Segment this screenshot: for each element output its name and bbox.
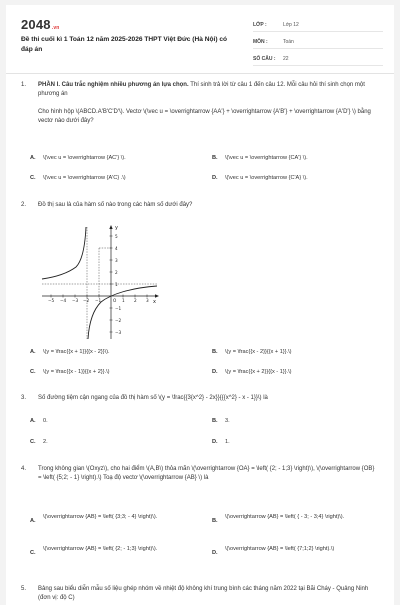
option-text: \(\vec u = \overrightarrow {CA'} \). [225,155,308,161]
option-letter: C. [30,550,36,556]
x-tick-label: −1 [95,298,102,303]
x-axis-arrow [155,294,159,297]
option-text: \(\overrightarrow {AB} = \left( { - 3; - 3;4} \right)\). [225,514,345,520]
meta-row-class [253,19,383,32]
y-axis-arrow [109,225,112,229]
logo-text: 2048 [21,17,51,32]
question-stem: Trong không gian \(Oxyz\), cho hai điểm \(A,B\) thỏa mãn \(\overrightarrow {OA} = \left( {2; - 1;3} \right)\), \(\overrightarrow {OB} = \left( {5;2; - 1} \right).\) Toạ độ vectơ \(\overrightarrow {AB} \) là [38,466,375,481]
meta-value: 22 [283,56,289,62]
x-tick-label: −4 [60,298,67,303]
meta-row-count [253,53,383,66]
option-letter: A. [30,155,36,161]
option-text: 1. [225,439,230,445]
x-tick-label: −2 [83,298,90,303]
y-tick-label: 1 [115,282,118,287]
exam-title: Đề thi cuối kì 1 Toán 12 năm 2025-2026 THPT Việt Đức (Hà Nội) có đáp án [21,36,228,53]
page-header [6,5,394,74]
option-letter: C. [30,175,36,181]
option-text: 2. [43,439,48,445]
option-letter: B. [212,349,218,355]
option-text: \(\vec u = \overrightarrow {AC'} \). [43,155,126,161]
question-stem: Đồ thị sau là của hàm số nào trong các hàm số dưới đây? [38,202,193,208]
option-text: \(y = \frac{{x + 2}}{{x - 1}}.\) [225,369,292,375]
question-number: 5. [21,586,27,592]
curve-left-branch [42,227,86,279]
meta-key: LỚP : [253,22,267,28]
question-number: 3. [21,395,27,401]
site-logo[interactable] [21,17,60,32]
y-tick-label: 5 [115,234,118,239]
question-stem: Cho hình hộp \(ABCD.A'B'C'D'\). Vectơ \(\vec u = \overrightarrow {AA'} + \overrightarrow {A'B'} + \overrightarrow {A'D'} \) bằng vectơ nào dưới đây? [38,109,371,124]
option-text: \(y = \frac{{x - 2}}{{x + 1}}.\) [225,349,292,355]
x-tick-label: −5 [48,298,55,303]
meta-key: SỐ CÂU : [253,56,276,62]
exam-page [6,5,394,605]
option-text: \(y = \frac{{x - 1}}{{x + 2}}.\) [43,369,110,375]
option-letter: A. [30,349,36,355]
option-letter: A. [30,418,36,424]
part-instructions: Thí sinh trả lời từ câu 1 đến câu 12. Mỗi câu hỏi thí sinh chọn một phương án [38,82,365,97]
option-letter: D. [212,439,218,445]
question-number: 2. [21,202,27,208]
option-text: \(\vec u = \overrightarrow {C'A} \). [225,175,308,181]
x-tick-label: 2 [134,298,137,303]
y-axis-label: y [115,225,118,231]
x-tick-label: O [113,298,117,303]
y-tick-label: 4 [115,246,118,251]
part-label: PHẦN I. Câu trắc nghiệm nhiều phương án lựa chọn. [38,82,189,88]
y-tick-label: −2 [115,318,122,323]
meta-value: Lớp 12 [283,22,299,28]
question-stem: Số đường tiệm cận ngang của đồ thị hàm số \(y = \frac{{3{x^2} - 2x}}{{{x^2} - x - 1}}\) là [38,395,268,401]
logo-suffix: .vn [51,25,60,31]
meta-value: Toán [283,39,294,45]
option-letter: B. [212,518,218,524]
x-tick-label: −3 [72,298,79,303]
y-tick-label: 3 [115,258,118,263]
option-letter: D. [212,550,218,556]
y-tick-label: −3 [115,330,122,335]
option-text: \(\overrightarrow {AB} = \left( {2; - 1;3} \right)\). [43,546,158,552]
option-text: \(\overrightarrow {AB} = \left( {7;1;2} \right).\) [225,546,335,552]
option-letter: C. [30,369,36,375]
option-letter: D. [212,175,218,181]
option-letter: A. [30,518,36,524]
option-letter: B. [212,418,218,424]
option-text: 3. [225,418,230,424]
curve-right-branch [88,286,157,339]
meta-key: MÔN : [253,39,268,45]
y-tick-label: 2 [115,270,118,275]
question-text [38,81,378,99]
question-number: 1. [21,82,27,88]
option-letter: B. [212,155,218,161]
option-text: \(\overrightarrow {AB} = \left( {3;3; - 4} \right)\). [43,514,158,520]
option-letter: C. [30,439,36,445]
function-graph [36,223,160,341]
y-tick-label: −1 [115,306,122,311]
exam-meta [253,19,383,70]
option-text: \(\vec u = \overrightarrow {A'C} .\) [43,175,126,181]
question-stem: Bảng sau biểu diễn mẫu số liệu ghép nhóm về nhiệt độ không khí trung bình các tháng năm 2022 tại Bãi Cháy - Quảng Ninh (đơn vị: độ C) [38,586,369,601]
x-axis-label: x [153,299,156,305]
option-letter: D. [212,369,218,375]
question-number: 4. [21,466,27,472]
meta-row-subject [253,36,383,49]
option-text: 0. [43,418,48,424]
x-tick-label: 1 [122,298,125,303]
x-tick-label: 3 [146,298,149,303]
option-text: \(y = \frac{{x + 1}}{{x - 2}}\). [43,349,110,355]
